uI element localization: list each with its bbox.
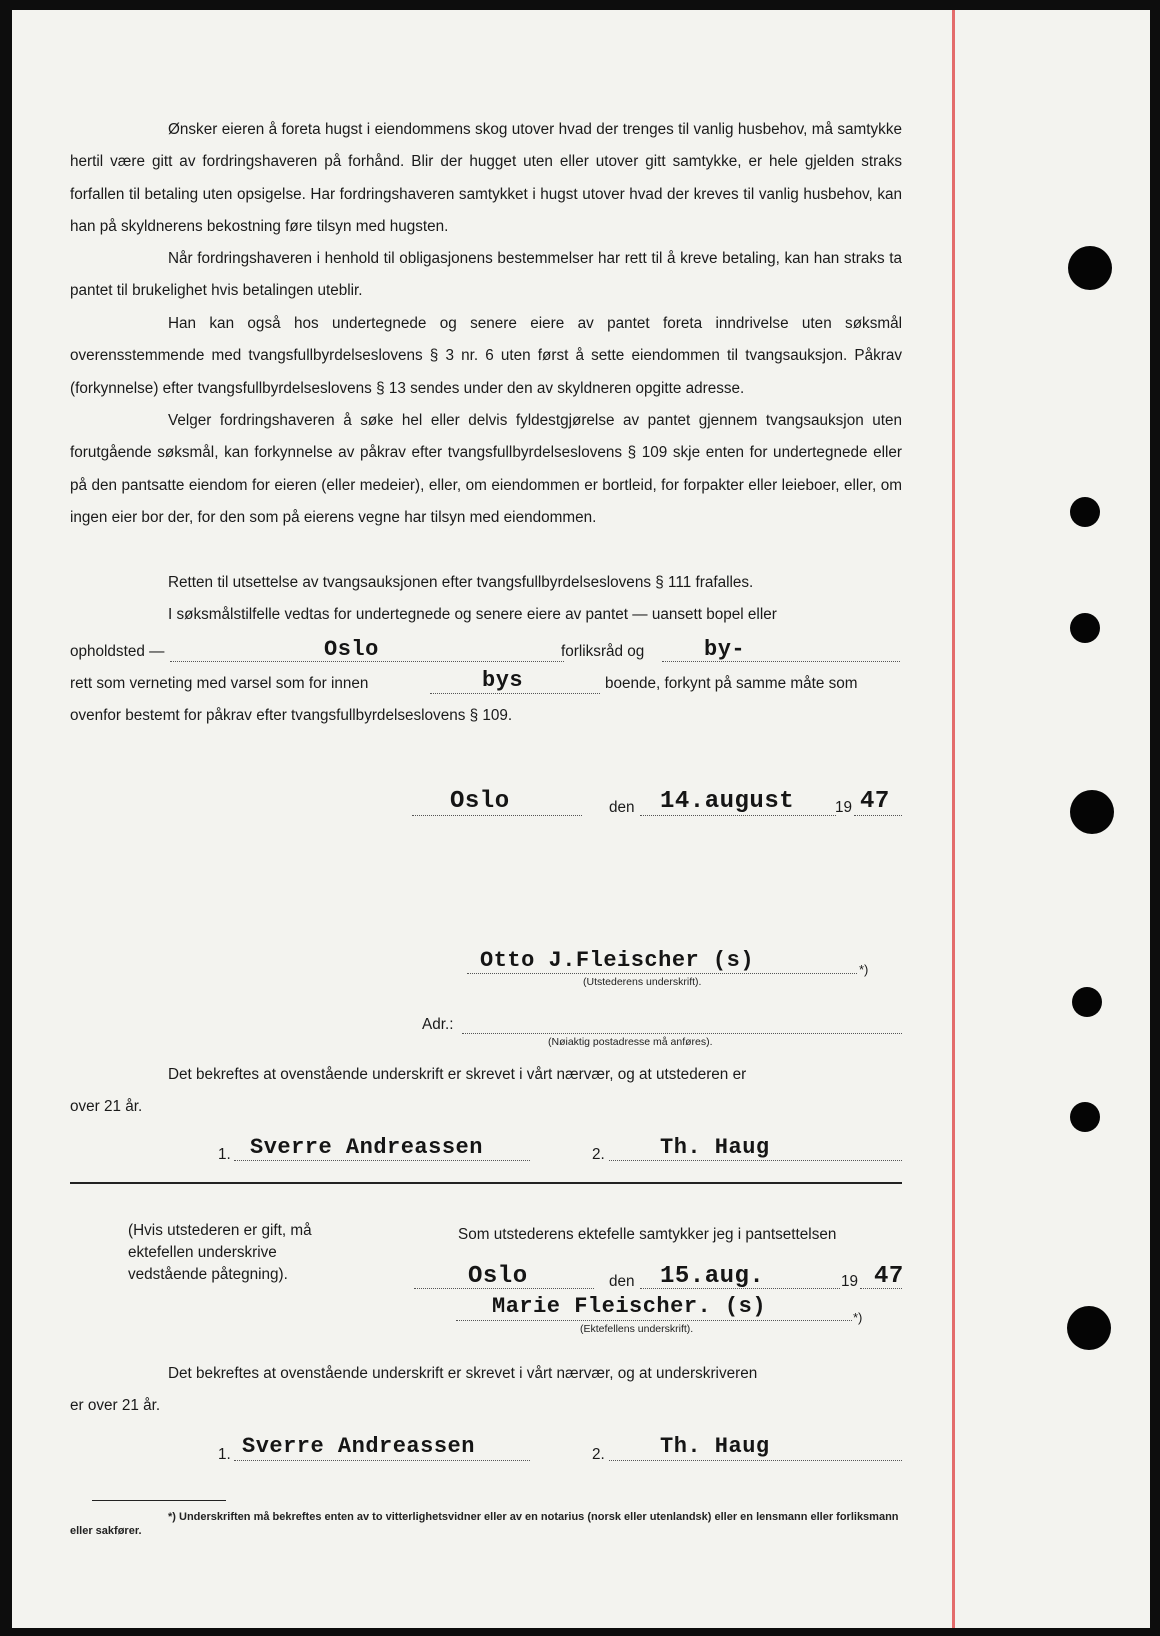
paragraph-soksmal: I søksmålstilfelle vedtas for undertegnede og senere eiere av pantet — uansett bopel eller [168, 606, 777, 623]
punch-hole [1072, 987, 1102, 1017]
court-fill-line [662, 661, 900, 662]
issuer-star: *) [859, 962, 869, 977]
paragraph-tvangsauksjon: Velger fordringshaveren å søke hel eller delvis fyldestgjørelse av pantet gjennem tvangsauksjon uten forutgående søksmål, kan forkynnelse av påkrav efter tvangsfullbyrdelseslovens § 109 skje enten for undertegnede eller på den pantsatte eiendom for eieren (eller medeier), eller, om eiendommen er bortleid, for forpakter eller leieboer, eller, om ingen eier bor der, for den som på eierens vegne har tilsyn med eiendommen. [70, 412, 902, 527]
witness-2-number: 2. [592, 1146, 605, 1163]
punch-hole [1070, 613, 1100, 643]
venue-line2-prefix: rett som verneting med varsel som for innen [70, 675, 369, 692]
date-day-line [640, 815, 836, 816]
issuer-signature: Otto J.Fleischer (s) [480, 948, 755, 973]
punch-hole [1070, 790, 1114, 834]
venue-city: Oslo [324, 637, 379, 662]
venue-line3: ovenfor bestemt for påkrav efter tvangsfullbyrdelseslovens § 109. [70, 707, 513, 724]
spouse-date-year: 47 [874, 1263, 904, 1290]
witness-3-number: 1. [218, 1446, 231, 1463]
punch-hole [1067, 1306, 1111, 1350]
issue-date-century: 19 [835, 799, 853, 816]
issue-date-year: 47 [860, 788, 890, 815]
paragraph-brukelighet: Når fordringshaveren i henhold til obligasjonens bestemmelser har rett til å kreve betaling, kan han straks ta pantet til brukelighet hvis betalingen uteblir. [70, 250, 902, 300]
date-year-line [854, 815, 902, 816]
footnote: *) Underskriften må bekreftes enten av to vitterlighetsvidner eller av en notarius (norsk eller utenlandsk) eller en lensmann eller forliksmann eller sakfører. [70, 1511, 899, 1537]
witness-statement-1-line2: over 21 år. [70, 1098, 143, 1115]
witness-3-line [234, 1460, 530, 1461]
spouse-note: (Hvis utstederen er gift, må ektefellen underskrive vedstående påtegning). [128, 1222, 312, 1283]
paragraph-utsettelse: Retten til utsettelse av tvangsauksjonen efter tvangsfullbyrdelseslovens § 111 frafalles. [168, 574, 754, 591]
punch-hole [1068, 246, 1112, 290]
spouse-date-day-month: 15.aug. [660, 1263, 765, 1290]
section-divider [70, 1182, 902, 1184]
witness-2-name: Th. Haug [660, 1135, 770, 1160]
date-place-line [412, 815, 582, 816]
witness-3-name: Sverre Andreassen [242, 1434, 475, 1459]
witness-4-line [609, 1460, 902, 1461]
issue-date-den: den [609, 799, 635, 816]
witness-statement-1-line1: Det bekreftes at ovenstående underskrift er skrevet i vårt nærvær, og at utstederen er [168, 1066, 747, 1083]
spouse-date-place: Oslo [468, 1263, 528, 1290]
witness-statement-2-line2: er over 21 år. [70, 1397, 161, 1414]
margin-rule [952, 10, 955, 1628]
issue-date-place: Oslo [450, 788, 510, 815]
witness-1-number: 1. [218, 1146, 231, 1163]
spouse-caption: (Ektefellens underskrift). [580, 1323, 694, 1335]
paragraph-hugst: Ønsker eieren å foreta hugst i eiendommens skog utover hvad der trenges til vanlig husbehov, må samtykke hertil være gitt av fordringshaveren på forhånd. Blir der hugget uten eller utover gitt samtykke, er hele gjelden straks forfallen til betaling uten opsigelse. Har fordringshaveren samtykket i hugst utover hvad der kreves til vanlig husbehov, kan han på skyldnerens bekostning føre tilsyn med hugsten. [70, 121, 902, 236]
spouse-signature: Marie Fleischer. (s) [492, 1294, 767, 1319]
issuer-signature-line [467, 973, 857, 974]
venue-bys: bys [482, 668, 524, 693]
footnote-rule [92, 1500, 226, 1501]
spouse-date-century: 19 [841, 1273, 859, 1290]
issue-date-day-month: 14.august [660, 788, 795, 815]
punch-hole [1070, 497, 1100, 527]
spouse-consent: Som utstederens ektefelle samtykker jeg i pantsettelsen [458, 1226, 837, 1243]
spouse-star: *) [853, 1310, 863, 1325]
venue-court: by- [704, 637, 746, 662]
witness-statement-2-line1: Det bekreftes at ovenstående underskrift er skrevet i vårt nærvær, og at underskriveren [168, 1365, 758, 1382]
venue-mid: forliksråd og [561, 643, 645, 660]
witness-4-name: Th. Haug [660, 1434, 770, 1459]
spouse-date-den: den [609, 1273, 635, 1290]
witness-1-name: Sverre Andreassen [250, 1135, 483, 1160]
document-page [12, 10, 1150, 1628]
paragraph-inndrivelse: Han kan også hos undertegnede og senere eiere av pantet foreta inndrivelse uten søksmål overensstemmende med tvangsfullbyrdelseslovens § 3 nr. 6 uten først å sette eiendommen til tvangsauksjon. Påkrav (forkynnelse) efter tvangsfullbyrdelseslovens § 13 sendes under den av skyldneren opgitte adresse. [70, 315, 902, 397]
bys-fill-line [430, 693, 600, 694]
address-fill-line [462, 1033, 902, 1034]
witness-2-line [609, 1160, 902, 1161]
address-caption: (Nøiaktig postadresse må anføres). [548, 1036, 713, 1048]
venue-prefix: opholdsted — [70, 643, 165, 660]
punch-hole [1070, 1102, 1100, 1132]
witness-4-number: 2. [592, 1446, 605, 1463]
address-label: Adr.: [422, 1016, 454, 1033]
venue-line2-suffix: boende, forkynt på samme måte som [605, 675, 858, 692]
issuer-caption: (Utstederens underskrift). [583, 976, 702, 988]
spouse-signature-line [456, 1320, 852, 1321]
witness-1-line [234, 1160, 530, 1161]
